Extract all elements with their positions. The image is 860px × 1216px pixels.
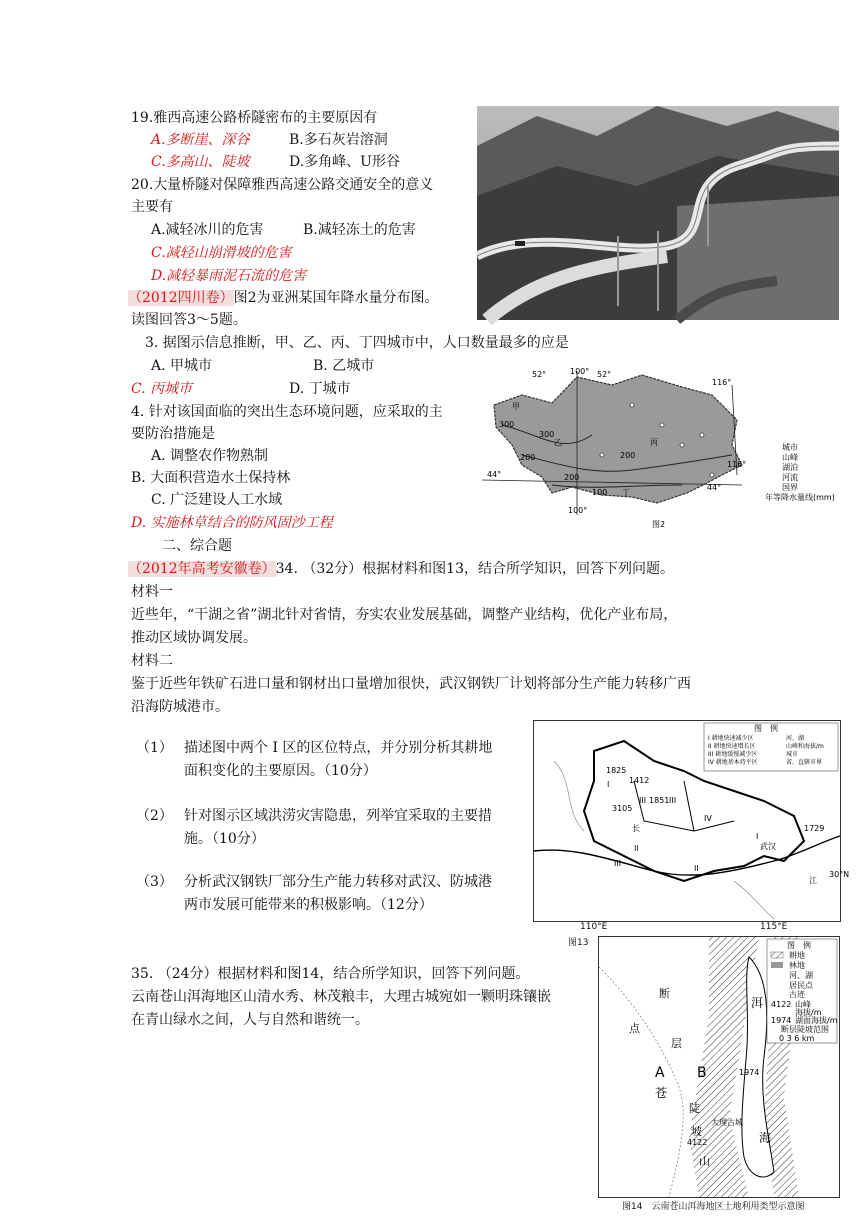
q34-sub2-line1: 针对图示区域洪涝灾害隐患，列举宜采取的主要措: [184, 808, 492, 824]
q34-sub1-line2: 面积变化的主要原因。（10分）: [184, 763, 377, 779]
fig2-city-jia: 甲: [512, 402, 520, 411]
fig14-fault-char-2: 点: [629, 1022, 640, 1035]
q4-option-b: B. 大面积营造水土保持林: [131, 470, 291, 486]
fig13-legend-zone4: IV 耕地基本持平区: [708, 759, 758, 766]
fig2-legend-border: 国界: [782, 483, 798, 492]
fig14-caption: 图14 云南苍山洱海地区土地利用类型示意图: [622, 1202, 805, 1212]
q4-option-a: A. 调整农作物熟制: [151, 448, 269, 464]
q20-option-c: C.减轻山崩滑坡的危害: [151, 245, 292, 261]
q3-stem: 3. 据图示信息推断，甲、乙、丙、丁四城市中，人口数量最多的应是: [145, 335, 569, 351]
q34-sub3-line1: 分析武汉钢铁厂部分生产能力转移对武汉、防城港: [184, 874, 492, 890]
q3-option-c: C. 丙城市: [131, 381, 193, 397]
source-tag-anhui: （2012年高考安徽卷）: [128, 561, 276, 577]
fig13-peak-1851: 1851: [649, 796, 670, 805]
fig2-city-yi: 乙: [554, 438, 562, 447]
fig13-zone-III-b: III: [669, 796, 677, 805]
fig13-zone-I-left: I: [607, 780, 610, 789]
fig2-lon-116: 116°: [712, 378, 732, 387]
source-tag-sichuan: （2012四川卷）: [128, 290, 234, 306]
fig14-label-B: B: [697, 1065, 707, 1081]
q3-option-a: A. 甲城市: [151, 358, 213, 374]
fig14-fault-char-5: 坡: [691, 1125, 702, 1138]
fig13-legend-zone3: III 耕地缓慢减少区: [708, 751, 758, 758]
q20-stem-line1: 20.大量桥隧对保障雅西高速公路交通安全的意义: [131, 177, 434, 193]
fig13-caption: 图13: [568, 938, 589, 948]
fig14-legend-water: 河、湖: [789, 971, 813, 980]
fig2-iso-300b: 300: [539, 430, 555, 439]
fig13-legend-city: 城市: [786, 751, 799, 758]
q34-sub3-number: （3）: [136, 874, 173, 890]
q4-stem-line1: 4. 针对该国面临的突出生态环境问题，应采取的主: [131, 404, 443, 420]
material-1-line2: 推动区域协调发展。: [131, 630, 257, 646]
highway-photo: [477, 106, 839, 320]
fig13-river-jiang: 江: [809, 876, 817, 885]
figure-2-precipitation-map: [482, 365, 842, 535]
fig14-dali: 大理古城: [711, 1118, 743, 1127]
material-2-line2: 沿海防城港市。: [131, 699, 229, 715]
q4-option-c: C. 广泛建设人工水域: [151, 492, 283, 508]
fig14-legend-farmland: 耕地: [789, 951, 805, 960]
q34-sub2-line2: 施。（10分）: [184, 831, 265, 847]
q20-option-d: D.减轻暴雨泥石流的危害: [151, 268, 307, 284]
fig14-legend-peak: 山峰: [795, 1000, 811, 1009]
fig13-lon-115: 115°E: [760, 922, 788, 932]
fig14-legend-title: 图 例: [787, 941, 811, 950]
sichuan-intro-line2: 读图回答3～5题。: [131, 312, 247, 328]
fig14-label-A: A: [655, 1065, 665, 1081]
fig2-lat-44a: 44°: [487, 470, 502, 479]
fig2-lon-52a: 52°: [532, 370, 547, 379]
fig14-lake-er: 洱: [751, 996, 764, 1010]
fig14-scale: 0 3 6 km: [779, 1034, 815, 1043]
fig14-fault-char-6: 山: [699, 1155, 710, 1168]
fig13-lon-110: 110°E: [580, 922, 608, 932]
fig2-iso-200c: 200: [620, 451, 636, 460]
q4-option-d: D. 实施林草结合的防风固沙工程: [131, 515, 333, 531]
fig2-legend-river: 河流: [782, 473, 798, 482]
fig13-legend-river: 河、湖: [786, 735, 805, 742]
fig2-legend-peak: 山峰: [782, 453, 798, 462]
q35-stem: 35. （24分）根据材料和图14，结合所学知识，回答下列问题。: [131, 966, 530, 982]
fig2-legend-isohyet: 年等降水量线(mm): [765, 493, 835, 502]
fig2-iso-200a: 200: [520, 453, 536, 462]
q19-option-d: D.多角峰、U形谷: [289, 154, 400, 170]
fig14-label-cang: 苍: [655, 1086, 668, 1100]
q20-stem-line2: 主要有: [131, 199, 173, 215]
fig13-peak-3105: 3105: [612, 804, 633, 813]
fig2-caption: 图2: [652, 520, 666, 529]
q20-option-a: A.减轻冰川的危害: [151, 222, 264, 238]
fig13-legend-title: 图 例: [754, 724, 778, 733]
q35-material-line1: 云南苍山洱海地区山清水秀、林茂粮丰，大理古城宛如一颗明珠镶嵌: [131, 989, 551, 1005]
sichuan-intro-text: 图2为亚洲某国年降水量分布图。: [233, 290, 439, 306]
fig14-fault-char-3: 层: [671, 1037, 682, 1050]
q19-option-c: C.多高山、陡坡: [151, 154, 250, 170]
fig2-legend-lake: 湖泊: [782, 463, 798, 472]
fig2-legend-city: 城市: [782, 443, 798, 452]
q3-option-d: D. 丁城市: [289, 381, 351, 397]
material-1-line1: 近些年，“干湖之省”湖北针对省情，夯实农业发展基础，调整产业结构，优化产业布局，: [131, 607, 678, 623]
fig2-iso-300a: 300: [499, 420, 515, 429]
fig14-legend-altitude: 海拔/m: [795, 1008, 822, 1017]
material-1-title: 材料一: [131, 584, 173, 600]
q4-stem-line2: 要防治措施是: [131, 426, 215, 442]
fig13-zone-II-b: II: [694, 864, 699, 873]
fig14-lake-hai: 海: [759, 1131, 772, 1145]
q34-sub1-line1: 描述图中两个 I 区的区位特点，并分别分析其耕地: [184, 740, 493, 756]
fig14-elev-peak: 4122: [687, 1138, 708, 1147]
fig14-legend-settlement: 居民点: [789, 981, 813, 990]
figure-13-hubei-map: [533, 720, 850, 922]
fig13-legend-zone1: I 耕地快速减少区: [708, 735, 754, 742]
fig2-lat-44b: 44°: [707, 483, 722, 492]
q19-option-a: A.多断崖、深谷: [151, 132, 250, 148]
fig13-peak-1412: 1412: [629, 776, 650, 785]
q34-stem: [128, 559, 674, 579]
q3-option-b: B. 乙城市: [313, 358, 375, 374]
fig2-lon-100b: 100°: [568, 506, 588, 515]
figure-14-cangshan-erhai-map: [598, 936, 840, 1198]
q20-option-b: B.减轻冻土的危害: [303, 222, 416, 238]
fig2-city-bing: 丙: [650, 438, 658, 447]
fig14-fault-char-1: 断: [659, 987, 670, 1000]
fig13-zone-III-c: III: [614, 859, 622, 868]
fig13-legend-border: 省、直辖市界: [786, 759, 823, 766]
fig13-legend-peak: 山峰和海拔/m: [786, 743, 824, 750]
material-2-line1: 鉴于近些年铁矿石进口量和钢材出口量增加很快，武汉钢铁厂计划将部分生产能力转移广西: [131, 676, 691, 692]
fig13-legend-zone2: II 耕地快速增长区: [708, 743, 756, 750]
q19-option-b: B.多石灰岩溶洞: [289, 132, 388, 148]
fig13-peak-1729: 1729: [804, 824, 825, 833]
q34-stem-text: 34. （32分）根据材料和图13，结合所学知识，回答下列问题。: [275, 561, 674, 577]
fig14-legend-peak-elev: 4122: [771, 1000, 792, 1009]
fig14-legend-lake-altitude: 湖面海拔/m: [795, 1016, 838, 1025]
sichuan-intro-line1: [128, 288, 439, 308]
fig2-iso-200b: 200: [564, 473, 580, 482]
fig14-legend-relic: 古迹: [789, 990, 805, 999]
fig2-iso-100: 100: [592, 488, 608, 497]
fig14-legend-forest: 林地: [789, 961, 805, 970]
q19-stem: 19.雅西高速公路桥隧密布的主要原因有: [131, 110, 378, 126]
q34-sub1-number: （1）: [136, 740, 173, 756]
fig13-zone-III-a: III: [639, 796, 647, 805]
fig13-zone-IV: IV: [704, 814, 712, 823]
fig13-city-wuhan: 武汉: [760, 842, 776, 851]
fig13-zone-II: II: [634, 844, 639, 853]
fig13-lat-30: 30°N: [829, 870, 850, 879]
fig2-city-ding: 丁: [622, 488, 630, 497]
fig13-zone-I-right: I: [756, 832, 759, 841]
fig13-river-chang: 长: [632, 824, 640, 833]
fig14-fault-char-4: 陡: [689, 1102, 700, 1115]
fig14-legend-fault: 断层陡坡范围: [781, 1025, 829, 1034]
material-2-title: 材料二: [131, 653, 173, 669]
fig14-elev-lake: 1974: [739, 1068, 760, 1077]
q35-material-line2: 在青山绿水之间，人与自然和谐统一。: [131, 1012, 369, 1028]
q34-sub2-number: （2）: [136, 808, 173, 824]
q34-sub3-line2: 两市发展可能带来的积极影响。（12分）: [184, 897, 433, 913]
fig2-lon-52b: 52°: [597, 370, 612, 379]
section-2-heading: 二、综合题: [162, 538, 232, 554]
fig2-lon-100: 100°: [570, 367, 590, 376]
fig2-lon-116b: 116°: [727, 460, 747, 469]
fig13-peak-1825: 1825: [606, 766, 627, 775]
fig14-legend-lake-elev: 1974: [771, 1016, 792, 1025]
